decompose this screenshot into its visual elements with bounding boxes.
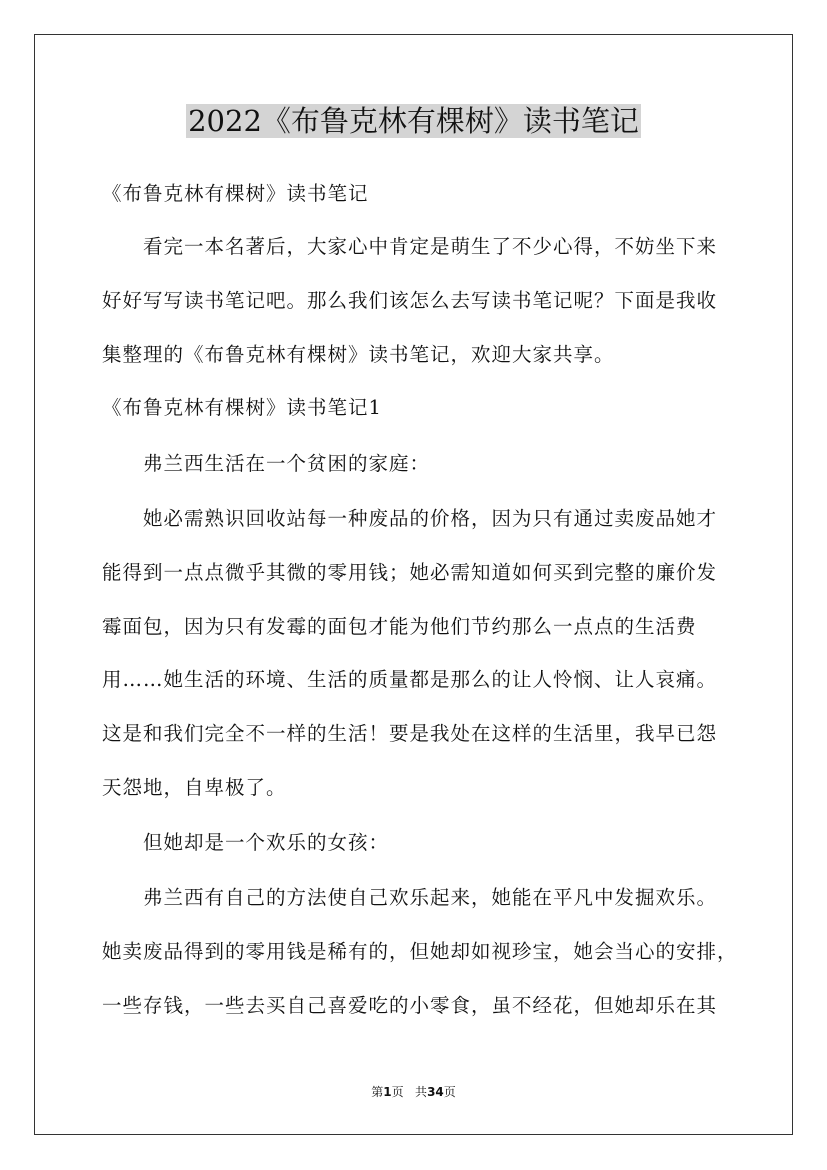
total-prefix: 共 [415, 1085, 428, 1099]
paragraph-line: 她卖废品得到的零用钱是稀有的，但她却如视珍宝，她会当心的安排， [102, 940, 738, 963]
paragraph-line: 一些存钱，一些去买自己喜爱吃的小零食，虽不经花，但她却乐在其 [102, 994, 718, 1017]
page-prefix: 第 [371, 1085, 384, 1099]
subtitle-line: 《布鲁克林有棵树》读书笔记 [102, 182, 369, 205]
paragraph-line: 看完一本名著后，大家心中肯定是萌生了不少心得，不妨坐下来 [143, 235, 718, 258]
paragraph-line: 天怨地，自卑极了。 [102, 776, 287, 799]
paragraph-line: 好好写写读书笔记吧。那么我们该怎么去写读书笔记呢？下面是我收 [102, 289, 718, 312]
paragraph-line: 能得到一点点微乎其微的零用钱；她必需知道如何买到完整的廉价发 [102, 561, 718, 584]
paragraph-line: 她必需熟识回收站每一种废品的价格，因为只有通过卖废品她才 [143, 507, 718, 530]
paragraph-line: 这是和我们完全不一样的生活！要是我处在这样的生活里，我早已怨 [102, 722, 718, 745]
document-title: 2022《布鲁克林有棵树》读书笔记 [188, 104, 639, 138]
total-unit: 页 [443, 1085, 456, 1099]
page-total: 34 [427, 1085, 444, 1099]
paragraph-line: 但她却是一个欢乐的女孩： [143, 831, 390, 854]
page-unit: 页 [391, 1085, 404, 1099]
page-current: 1 [383, 1085, 392, 1099]
paragraph-line: 弗兰西有自己的方法使自己欢乐起来，她能在平凡中发掘欢乐。 [143, 886, 718, 909]
paragraph-line: 用……她生活的环境、生活的质量都是那么的让人怜悯、让人哀痛。 [102, 668, 718, 691]
paragraph-line: 集整理的《布鲁克林有棵树》读书笔记，欢迎大家共享。 [102, 343, 615, 366]
document-title-row [0, 101, 827, 141]
paragraph-line: 霉面包，因为只有发霉的面包才能为他们节约那么一点点的生活费 [102, 615, 697, 638]
paragraph-line: 弗兰西生活在一个贫困的家庭： [143, 452, 431, 475]
page-footer [0, 1083, 827, 1100]
section-heading: 《布鲁克林有棵树》读书笔记1 [102, 396, 382, 419]
